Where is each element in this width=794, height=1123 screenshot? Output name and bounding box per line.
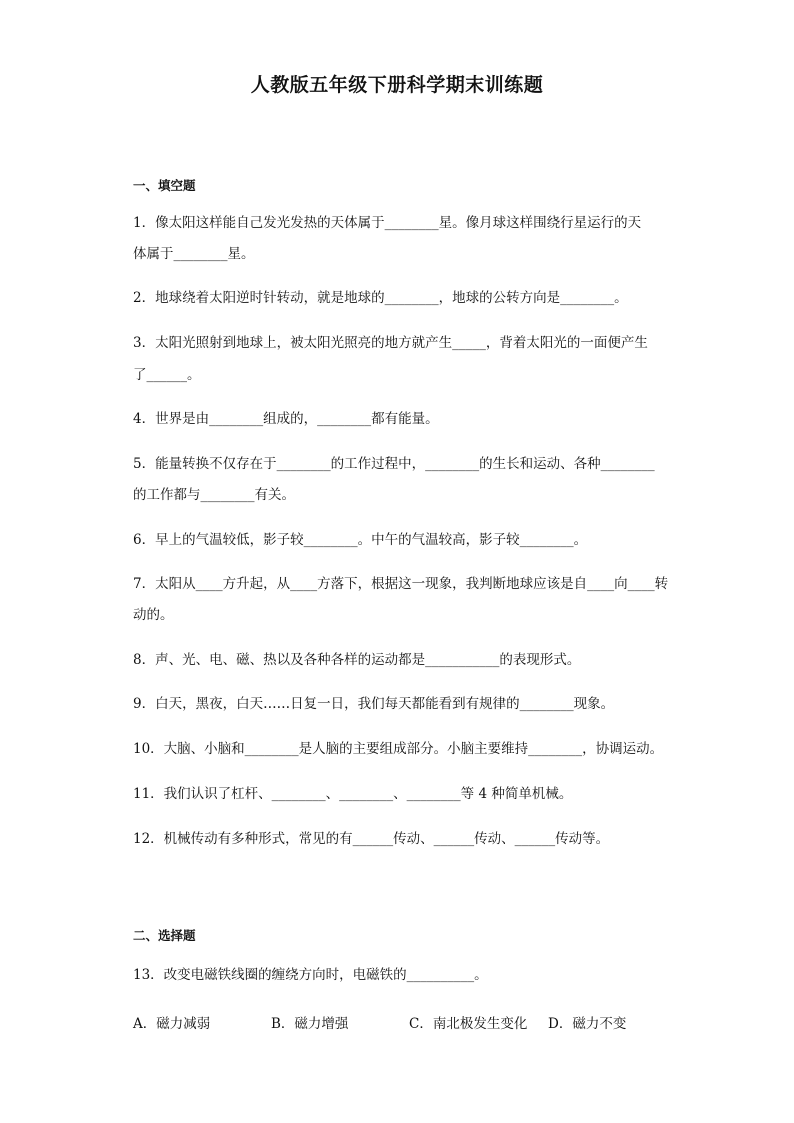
- option-d: D．磁力不变: [548, 1016, 627, 1032]
- question-8: 8．声、光、电、磁、热以及各种各样的运动都是___________的表现形式。: [133, 652, 581, 668]
- question-3-line-1: 3．太阳光照射到地球上，被太阳光照亮的地方就产生_____，背着太阳光的一面便产生: [133, 335, 648, 351]
- section-fill-in-heading: 一、填空题: [133, 178, 196, 193]
- question-10: 10．大脑、小脑和________是人脑的主要组成部分。小脑主要维持________，协调运动。: [133, 741, 664, 757]
- question-5-line-2: 的工作都与________有关。: [133, 487, 295, 503]
- question-13: 13．改变电磁铁线圈的缠绕方向时，电磁铁的__________。: [133, 967, 488, 983]
- option-a: A．磁力减弱: [133, 1016, 211, 1032]
- question-9: 9．白天，黑夜，白天……日复一日，我们每天都能看到有规律的________现象。: [133, 696, 615, 712]
- option-c: C．南北极发生变化: [409, 1016, 528, 1032]
- question-6: 6．早上的气温较低，影子较________。中午的气温较高，影子较________。: [133, 532, 588, 548]
- question-5-line-1: 5．能量转换不仅存在于________的工作过程中，________的生长和运动、各种________: [133, 456, 655, 472]
- page-title: 人教版五年级下册科学期末训练题: [250, 74, 544, 96]
- question-12: 12．机械传动有多种形式，常见的有______传动、______传动、______传动等。: [133, 831, 610, 847]
- question-7-line-2: 动的。: [133, 607, 174, 623]
- question-1-line-2: 体属于________星。: [133, 246, 255, 262]
- question-4: 4．世界是由________组成的，________都有能量。: [133, 411, 439, 427]
- question-7-line-1: 7．太阳从____方升起，从____方落下，根据这一现象，我判断地球应该是自____向____转: [133, 576, 669, 592]
- question-3-line-2: 了______。: [133, 367, 201, 383]
- section-choice-heading: 二、选择题: [133, 928, 196, 943]
- question-1-line-1: 1．像太阳这样能自己发光发热的天体属于________星。像月球这样围绕行星运行的天: [133, 215, 642, 231]
- question-11: 11．我们认识了杠杆、________、________、________等 4 种简单机械。: [133, 786, 573, 802]
- option-b: B．磁力增强: [271, 1016, 349, 1032]
- question-2: 2．地球绕着太阳逆时针转动，就是地球的________，地球的公转方向是________。: [133, 290, 628, 306]
